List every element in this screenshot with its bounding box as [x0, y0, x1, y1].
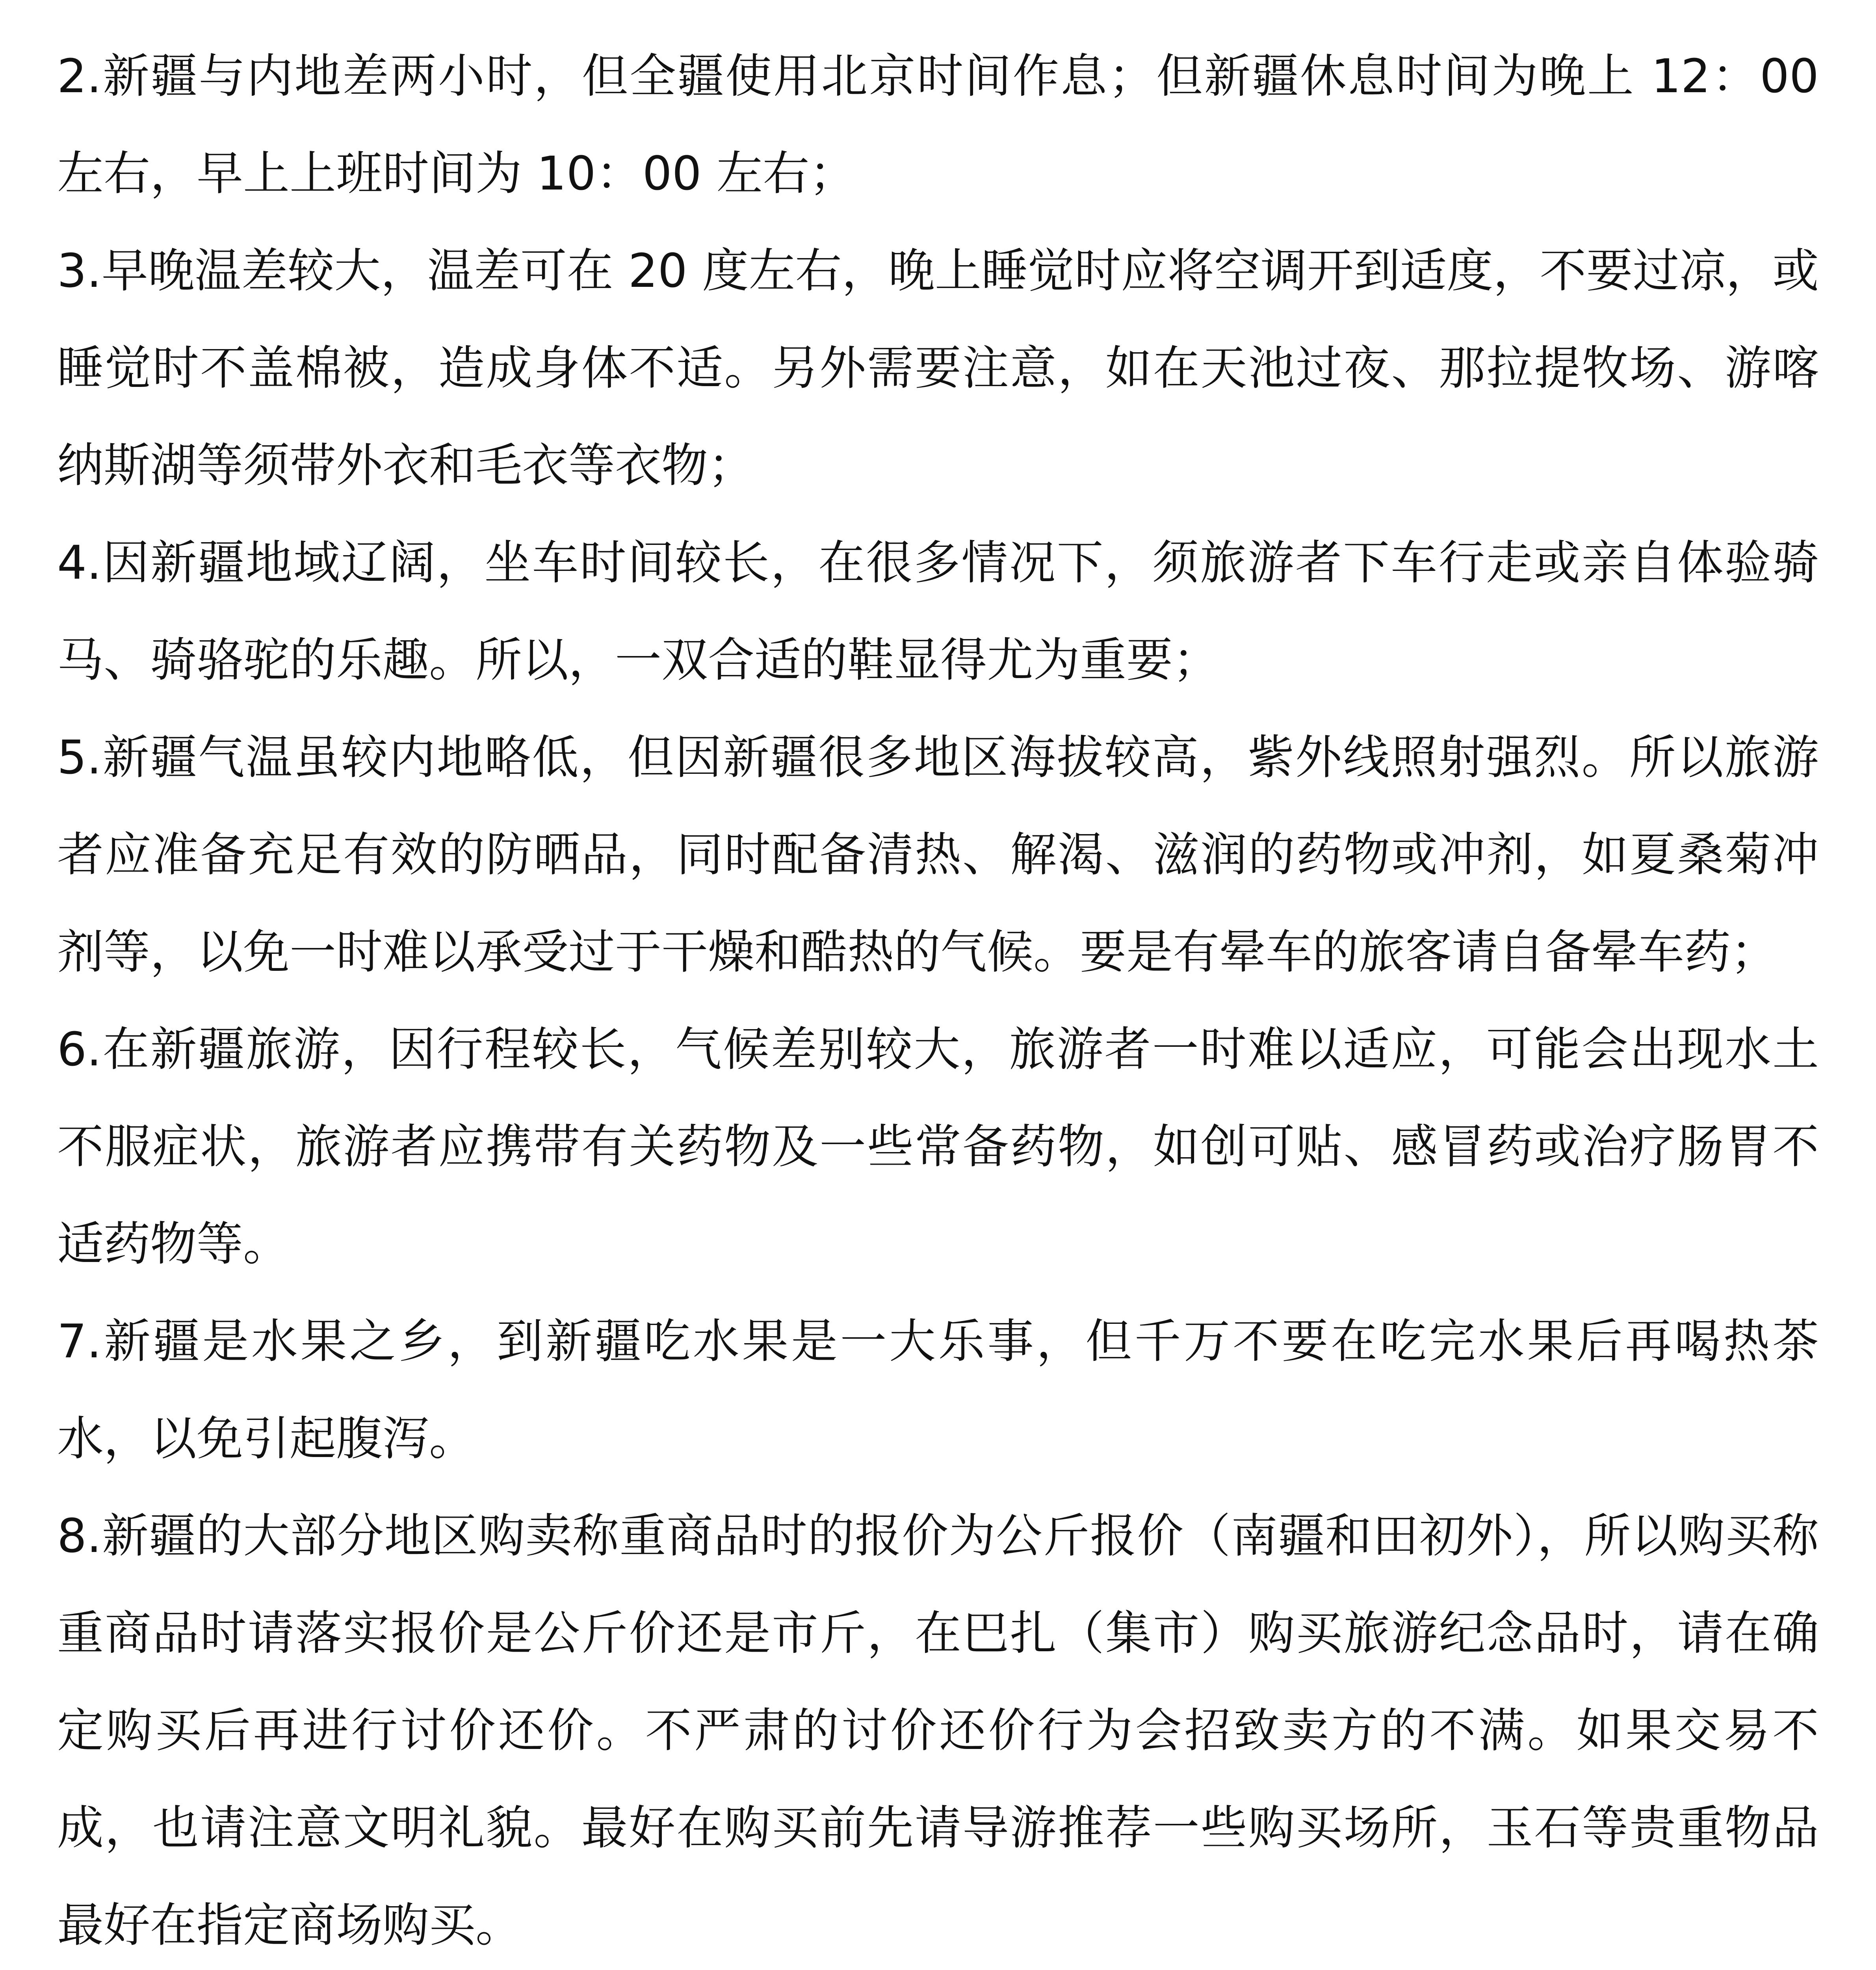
travel-tips-content: [57, 28, 1819, 1970]
tip-paragraph-6: 6.在新疆旅游，因行程较长，气候差别较大，旅游者一时难以适应，可能会出现水土不服症状，旅游者应携带有关药物及一些常备药物，如创可贴、感冒药或治疗肠胃不适药物等。: [57, 1022, 1819, 1271]
tip-paragraph-2: 2.新疆与内地差两小时，但全疆使用北京时间作息；但新疆休息时间为晚上 12：00 左右，早上上班时间为 10：00 左右；: [57, 49, 1819, 201]
tip-paragraph-3: 3.早晚温差较大，温差可在 20 度左右，晚上睡觉时应将空调开到适度，不要过凉，或睡觉时不盖棉被，造成身体不适。另外需要注意，如在天池过夜、那拉提牧场、游喀纳斯湖等须带外衣和毛衣等衣物；: [57, 243, 1819, 492]
tip-paragraph-5: 5.新疆气温虽较内地略低，但因新疆很多地区海拔较高，紫外线照射强烈。所以旅游者应准备充足有效的防晒品，同时配备清热、解渴、滋润的药物或冲剂，如夏桑菊冲剂等，以免一时难以承受过于干燥和酷热的气候。要是有晕车的旅客请自备晕车药；: [57, 730, 1819, 979]
tip-paragraph-4: 4.因新疆地域辽阔，坐车时间较长，在很多情况下，须旅游者下车行走或亲自体验骑马、骑骆驼的乐趣。所以，一双合适的鞋显得尤为重要；: [57, 535, 1819, 687]
tip-paragraph-7: 7.新疆是水果之乡，到新疆吃水果是一大乐事，但千万不要在吃完水果后再喝热茶水，以免引起腹泻。: [57, 1314, 1819, 1466]
tip-paragraph-8: 8.新疆的大部分地区购卖称重商品时的报价为公斤报价（南疆和田初外），所以购买称重商品时请落实报价是公斤价还是市斤，在巴扎（集市）购买旅游纪念品时，请在确定购买后再进行讨价还价。不严肃的讨价还价行为会招致卖方的不满。如果交易不成，也请注意文明礼貌。最好在购买前先请导游推荐一些购买场所，玉石等贵重物品最好在指定商场购买。: [57, 1509, 1819, 1952]
